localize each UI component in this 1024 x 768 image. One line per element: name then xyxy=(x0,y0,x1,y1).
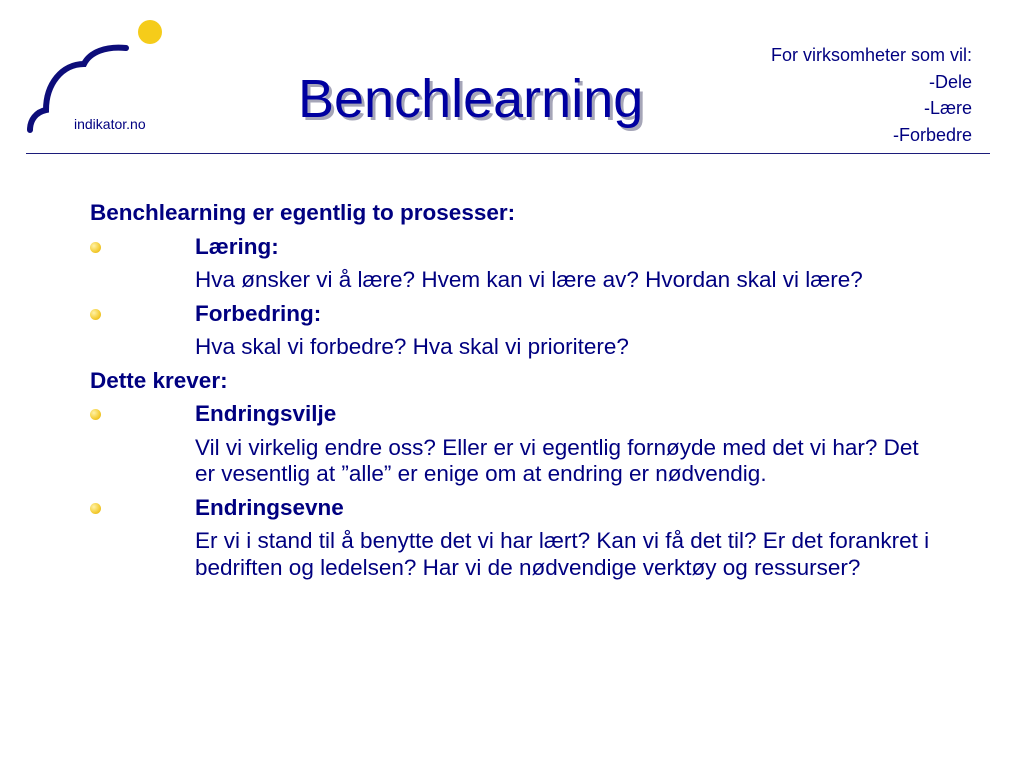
bullet-item xyxy=(90,234,950,261)
tagline-line: -Forbedre xyxy=(892,124,972,145)
bullet-icon xyxy=(90,309,101,320)
bullet-item xyxy=(90,401,950,428)
indikator-logo xyxy=(22,12,172,137)
logo-text: indikator.no xyxy=(74,116,146,132)
bullet-title: Læring: xyxy=(195,233,279,259)
section-heading: Dette krever: xyxy=(90,367,228,393)
sun-icon xyxy=(138,20,162,44)
page-title: Benchlearning xyxy=(298,69,644,129)
header-divider xyxy=(26,153,990,154)
bullet-item xyxy=(90,301,950,328)
bullet-description: Er vi i stand til å benytte det vi har lært? Kan vi få det til? Er det forankret i bedriften og ledelsen? Har vi de nødvendige verktøy og ressurser? xyxy=(195,528,930,580)
slide-body xyxy=(90,200,950,588)
bullet-icon xyxy=(90,503,101,514)
bullet-description: Hva ønsker vi å lære? Hvem kan vi lære av? Hvordan skal vi lære? xyxy=(195,267,863,292)
bullet-description: Hva skal vi forbedre? Hva skal vi prioritere? xyxy=(195,334,629,359)
bullet-icon xyxy=(90,242,101,253)
bullet-icon xyxy=(90,409,101,420)
bullet-title: Forbedring: xyxy=(195,300,322,326)
bullet-item xyxy=(90,495,950,522)
section-heading: Benchlearning er egentlig to prosesser: xyxy=(90,200,516,225)
bullet-title: Endringsevne xyxy=(195,494,344,520)
bullet-title: Endringsvilje xyxy=(195,401,337,426)
tagline xyxy=(771,42,972,148)
bullet-description: Vil vi virkelig endre oss? Eller er vi egentlig fornøyde med det vi har? Det er vesentlig at ”alle” er enige om at endring er nødvendig. xyxy=(195,434,919,486)
tagline-line: For virksomheter som vil: xyxy=(770,45,972,65)
tagline-line: -Lære xyxy=(923,98,972,118)
tagline-line: -Dele xyxy=(928,71,972,92)
